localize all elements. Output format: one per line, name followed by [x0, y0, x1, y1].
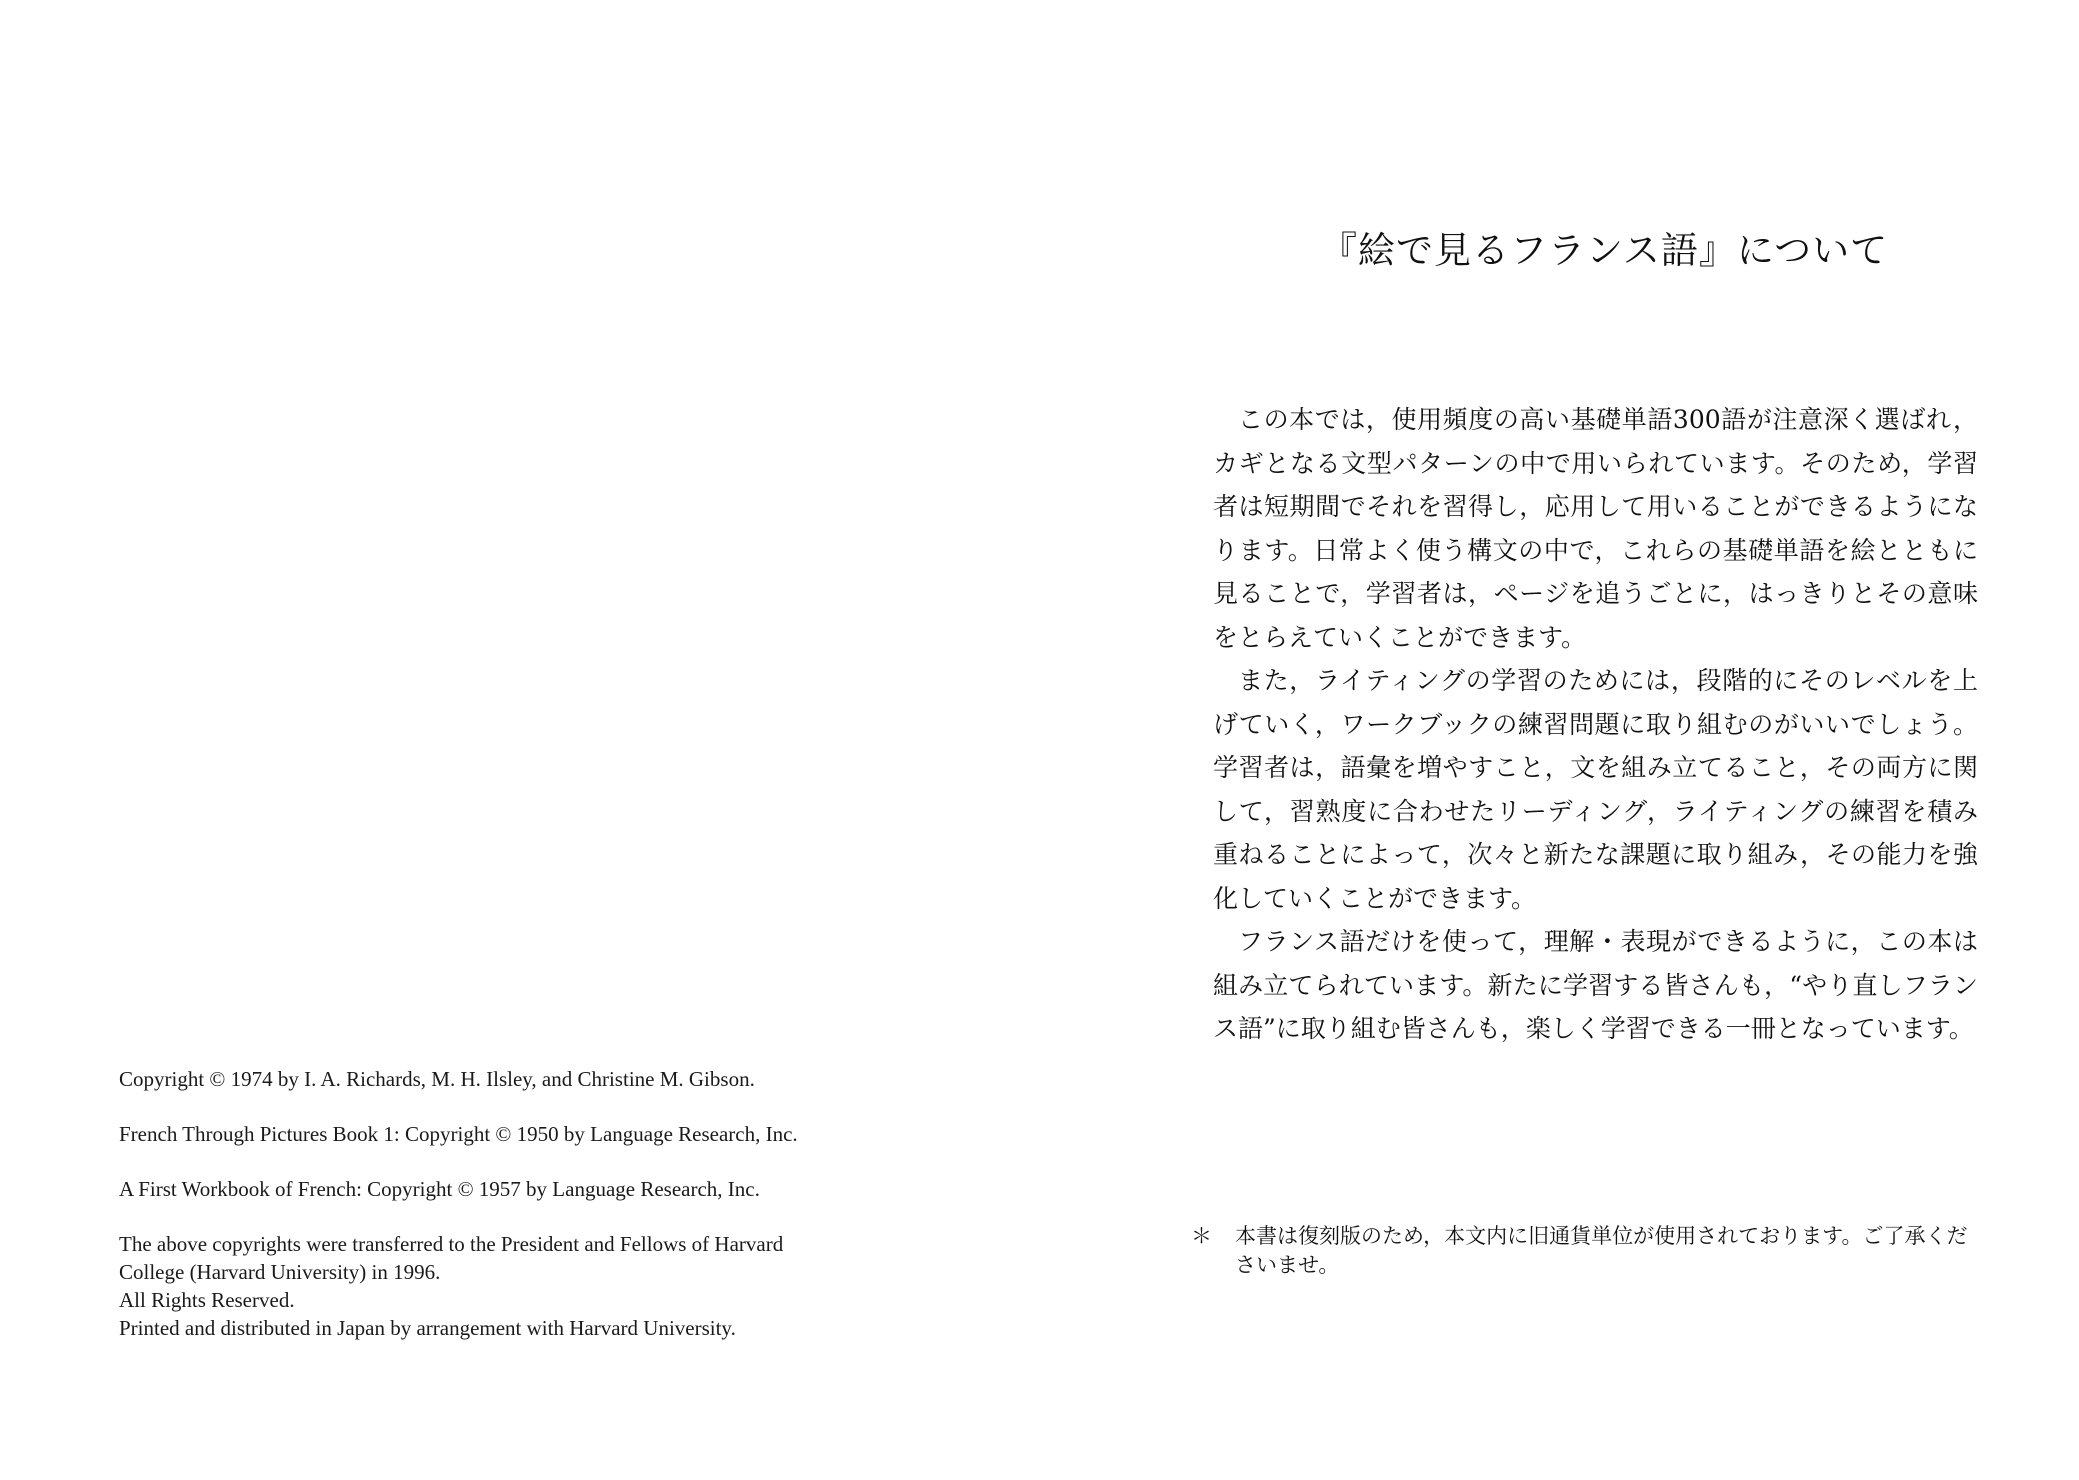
copyright-line-book1: French Through Pictures Book 1: Copyright © 1950 by Language Research, Inc. [119, 1122, 798, 1146]
intro-paragraph-1: この本では，使用頻度の高い基礎単語300語が注意深く選ばれ，カギとなる文型パターンの中で用いられています。そのため，学習者は短期間でそれを習得し，応用して用いることができるようになります。日常よく使う構文の中で，これらの基礎単語を絵とともに見ることで，学習者は，ページを追うごとに，はっきりとその意味をとらえていくことができます。 [1213, 405, 1978, 652]
page-title: 『絵で見るフランス語』について [1320, 229, 1889, 272]
distribution-note: Printed and distributed in Japan by arrangement with Harvard University. [119, 1316, 736, 1340]
footnote-asterisk: ＊ [1191, 1224, 1212, 1248]
copyright-block [119, 1065, 939, 1342]
copyright-line-workbook: A First Workbook of French: Copyright © 1957 by Language Research, Inc. [119, 1177, 760, 1201]
intro-paragraph-2: また，ライティングの学習のためには，段階的にそのレベルを上げていく，ワークブックの練習問題に取り組むのがいいでしょう。学習者は，語彙を増やすこと，文を組み立てること，その両方に関して，習熟度に合わせたリーディング，ライティングの練習を積み重ねることによって，次々と新たな課題に取り組み，その能力を強化していくことができます。 [1213, 666, 1978, 913]
footnote-text-wrap [1191, 1222, 1978, 1280]
copyright-transfer-line-1: The above copyrights were transferred to the President and Fellows of Harvard [119, 1232, 784, 1256]
footnote-text: 本書は復刻版のため，本文内に旧通貨単位が使用されております。ご了承くださいませ。 [1235, 1224, 1968, 1277]
intro-paragraph-3: フランス語だけを使って，理解・表現ができるように，この本は組み立てられています。新たに学習する皆さんも，“やり直しフランス語”に取り組む皆さんも，楽しく学習できる一冊となっています。 [1213, 927, 1978, 1043]
copyright-line-main: Copyright © 1974 by I. A. Richards, M. H. Ilsley, and Christine M. Gibson. [119, 1067, 755, 1091]
copyright-transfer-line-2: College (Harvard University) in 1996. [119, 1260, 441, 1284]
footnote [1191, 1222, 1978, 1280]
intro-body [1213, 398, 1978, 1051]
all-rights-reserved: All Rights Reserved. [119, 1288, 295, 1312]
